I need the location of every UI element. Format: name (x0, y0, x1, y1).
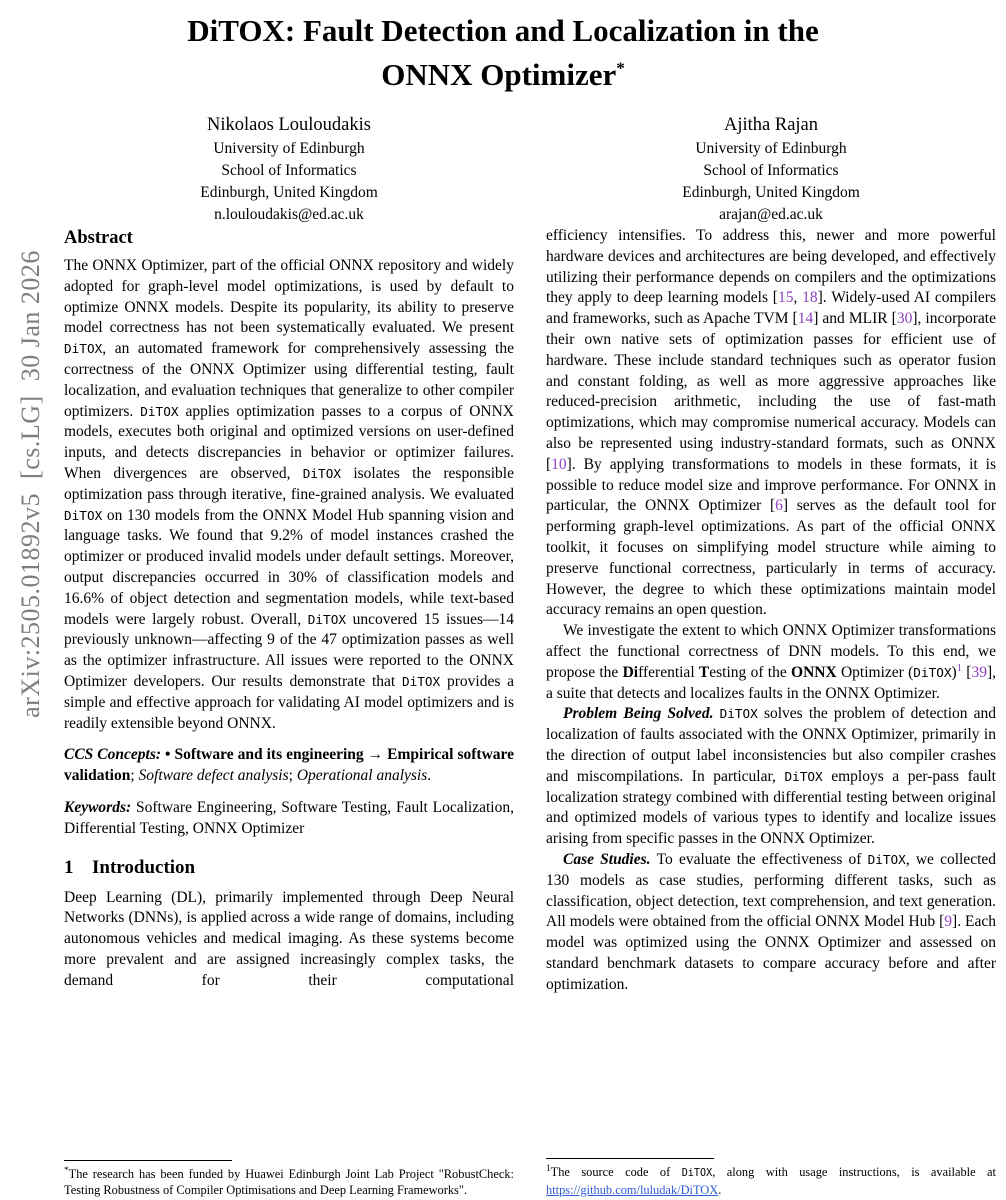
citation-link[interactable]: 6 (775, 497, 783, 515)
text-segment: . (427, 767, 432, 785)
text-segment: solves the problem of detection and localization of faults associated with the ONNX Optimizer, primarily in the direction of output label inconsistencies but also compiler crashes and miscompilations. In particular, (546, 705, 996, 785)
right-column-body (546, 226, 996, 1154)
ccs-concepts (64, 745, 514, 787)
text-segment: Deep Learning (DL), primarily implemented through Deep Neural Networks (DNNs), is applied across a wide range of domains, including autonomous vehicles and medical imaging. As these systems become more prevalent and are assigned increasingly complex tasks, the demand for their computational (64, 888, 514, 989)
citation-link[interactable]: 18 (802, 289, 818, 307)
keywords (64, 798, 514, 840)
text-segment: , an automated framework for comprehensively assessing the correctness of the ONNX Optimizer using differential testing, fault localization, and evaluation techniques that generalize to other compiler optimizers. (64, 340, 514, 420)
text-segment: ; (288, 767, 297, 785)
run-in-heading: Case Studies. (563, 850, 657, 868)
text-segment: isolates the responsible optimization pass through iterative, fine-grained analysis. We evaluated (64, 464, 514, 503)
author-name: Ajitha Rajan (723, 115, 819, 136)
text-segment: provides a simple and effective approach for validating AI model optimizers and is readily extensible beyond ONNX. (64, 672, 514, 732)
text-segment: ], incorporate their own native sets of optimization passes for efficient use of hardware. These include standard techniques such as operator fusion and constant folding, as well as more aggressive approaches like reduced-precision arithmetic, including the use of fast-math optimizations, which may compromise numerical accuracy. Models can also be represented using industry-standard formats, such as ONNX [ (546, 310, 996, 473)
text-segment: Optimizer ( (836, 663, 914, 681)
text-segment: ]. Widely-used AI compilers and frameworks, such as Apache TVM [ (546, 289, 996, 328)
inline-code: DiTOX (140, 403, 179, 419)
inline-code: DiTOX (64, 507, 103, 523)
paper-body (64, 226, 996, 1198)
text-segment: ] serves as the default tool for performing graph-level optimizations. As part of the official ONNX toolkit, it focuses on simplifying model structure while aiming to preserve functional correctness, particularly in terms of accuracy. However, the degree to which these optimizations maintain model accuracy remains an open question. (546, 497, 996, 619)
run-in-heading: CCS Concepts: (64, 746, 166, 764)
superscript-marker: 1 (546, 1163, 551, 1174)
text-segment: To evaluate the effectiveness of (656, 850, 868, 868)
superscript-marker: * (64, 1165, 69, 1176)
author-block-right (546, 112, 996, 226)
author-department: School of Informatics (221, 162, 357, 180)
text-segment: ) (951, 663, 957, 681)
title-footnote (64, 1166, 514, 1198)
inline-code: DiTOX (401, 673, 441, 689)
run-in-heading: Keywords: (64, 798, 137, 816)
text-segment: ; (130, 767, 139, 785)
text-segment: uncovered 15 issues—14 previously unknown—affecting 9 of the 47 optimization passes as well as the optimizer infrastructure. All issues were reported to the ONNX Optimizer developers. Our results demonstrate that (64, 610, 514, 690)
citation-link[interactable]: 9 (944, 913, 953, 931)
paper-title (0, 12, 1006, 94)
footnote-rule (64, 1160, 232, 1161)
citation-link[interactable]: 39 (971, 663, 987, 681)
text-segment: The research has been funded by Huawei Edinburgh Joint Lab Project "RobustCheck: Testing Robustness of Compiler Optimisations and Deep Learning Frameworks". (64, 1166, 514, 1197)
text-segment: . (718, 1182, 722, 1197)
author-email: n.louloudakis@ed.ac.uk (214, 206, 364, 224)
title-line-1: DiTOX: Fault Detection and Localization in the (187, 13, 819, 48)
text-segment: fferential (638, 663, 699, 681)
author-email: arajan@ed.ac.uk (719, 206, 823, 224)
text-segment: , along with usage instructions, is available at (712, 1164, 996, 1179)
author-affiliation: University of Edinburgh (695, 140, 847, 158)
inline-code: DiTOX (719, 706, 758, 722)
text-segment: We investigate the extent to which ONNX Optimizer transformations affect the functional correctness of DNN models. To this end, we propose the (546, 622, 996, 681)
section-title: Introduction (92, 856, 196, 878)
text-segment: , (793, 289, 803, 307)
citation-link[interactable]: 15 (777, 289, 794, 307)
abstract-heading: Abstract (64, 228, 133, 248)
bold-text: T (698, 663, 710, 681)
title-block (0, 0, 1006, 226)
inline-code: DiTOX (867, 851, 906, 867)
text-segment: employs a per-pass fault localization strategy combined with differential testing between original and optimized models of various types to identify and localize issues arising from specific passes in the ONNX Optimizer. (546, 767, 996, 848)
text-segment: esting of the (709, 663, 792, 681)
text-segment: The source code of (550, 1164, 682, 1179)
section-number: 1 (64, 856, 74, 878)
bold-text: ONNX (791, 663, 837, 681)
body-paragraph-2 (546, 621, 996, 704)
footnote-rule (546, 1158, 714, 1159)
title-line-2-text: ONNX Optimizer (381, 57, 617, 93)
author-name: Nikolaos Louloudakis (207, 115, 371, 136)
right-column (546, 226, 996, 1198)
text-segment: , we collected 130 models as case studies, performing different tasks, such as classification, object detection, text comprehension, and text generation. All models were obtained from the official ONNX Model Hub [ (546, 850, 996, 931)
title-footnote-marker: * (616, 59, 625, 78)
right-footnote-area (546, 1154, 996, 1198)
citation-link[interactable]: 30 (896, 310, 913, 328)
inline-code: DiTOX (913, 664, 952, 680)
inline-code: DiTOX (784, 768, 823, 784)
abstract-paragraph (64, 256, 514, 734)
text-segment: [ (961, 663, 972, 681)
text-segment: ]. Each model was optimized using the ONNX Optimizer and assessed on standard benchmark datasets to compare accuracy before and after optimization. (546, 913, 996, 993)
case-studies-paragraph (546, 850, 996, 996)
source-code-footnote (546, 1164, 996, 1198)
text-segment: ] and MLIR [ (813, 310, 897, 328)
text-segment: ], a suite that detects and localizes faults in the ONNX Optimizer. (546, 663, 996, 702)
text-segment: applies optimization passes to a corpus of ONNX models, executes both original and optimized versions on user-defined inputs, and detects discrepancies in behavior or optimizer failures. When divergences are observed, (64, 402, 514, 482)
run-in-heading: Problem Being Solved. (563, 705, 720, 723)
title-line-2 (381, 57, 625, 92)
italic-text: Software defect analysis (138, 767, 289, 785)
left-footnote-area (64, 1156, 514, 1198)
inline-code: DiTOX (307, 611, 347, 627)
body-paragraph-1 (546, 226, 996, 621)
citation-link[interactable]: 14 (797, 310, 814, 328)
author-location: Edinburgh, United Kingdom (682, 184, 860, 202)
citation-link[interactable]: 10 (551, 455, 567, 473)
italic-text: Operational analysis (296, 767, 428, 785)
url-link[interactable]: https://github.com/luludak/DiTOX (546, 1182, 719, 1197)
footnote-marker-link[interactable]: 1 (956, 662, 962, 674)
left-column (64, 226, 514, 1198)
problem-being-solved-paragraph (546, 704, 996, 850)
bold-text: • Software and its engineering → Empirical software validation (64, 746, 514, 785)
inline-code: DiTOX (302, 465, 342, 481)
authors-row (0, 112, 1006, 226)
text-segment: on 130 models from the ONNX Model Hub spanning vision and language tasks. We found that 9.2% of model instances crashed the optimizer or produced invalid models under default settings. Moreover, output discrepancies occurred in 30% of classification models and 16.6% of object detection and segmentation models, while text-based models were largely robust. Overall, (64, 506, 514, 628)
author-department: School of Informatics (703, 162, 839, 180)
inline-code: DiTOX (681, 1167, 713, 1179)
arxiv-watermark: arXiv:2505.01892v5 [cs.LG] 30 Jan 2026 (16, 250, 45, 718)
text-segment: efficiency intensifies. To address this, newer and more powerful hardware devices and architectures are being developed, and effectively utilizing their performance depends on compilers and the optimizations they apply to deep learning models [ (546, 227, 996, 307)
introduction-paragraph (64, 888, 514, 992)
text-segment: Software Engineering, Software Testing, Fault Localization, Differential Testing, ONNX Optimizer (64, 798, 514, 837)
left-column-body (64, 226, 514, 1156)
introduction-heading (64, 856, 514, 880)
text-segment: ]. By applying transformations to models in these formats, it is possible to reduce model size and improve performance. For ONNX in particular, the ONNX Optimizer [ (546, 455, 996, 515)
author-location: Edinburgh, United Kingdom (200, 184, 378, 202)
text-segment: The ONNX Optimizer, part of the official ONNX repository and widely adopted for graph-level model optimizations, is used by default to optimize ONNX models. Despite its popularity, its ability to preserve model correctness has not been systematically evaluated. We present (64, 257, 514, 337)
author-affiliation: University of Edinburgh (213, 140, 365, 158)
inline-code: DiTOX (64, 341, 103, 357)
author-block-left (64, 112, 514, 226)
bold-text: Di (622, 663, 639, 681)
